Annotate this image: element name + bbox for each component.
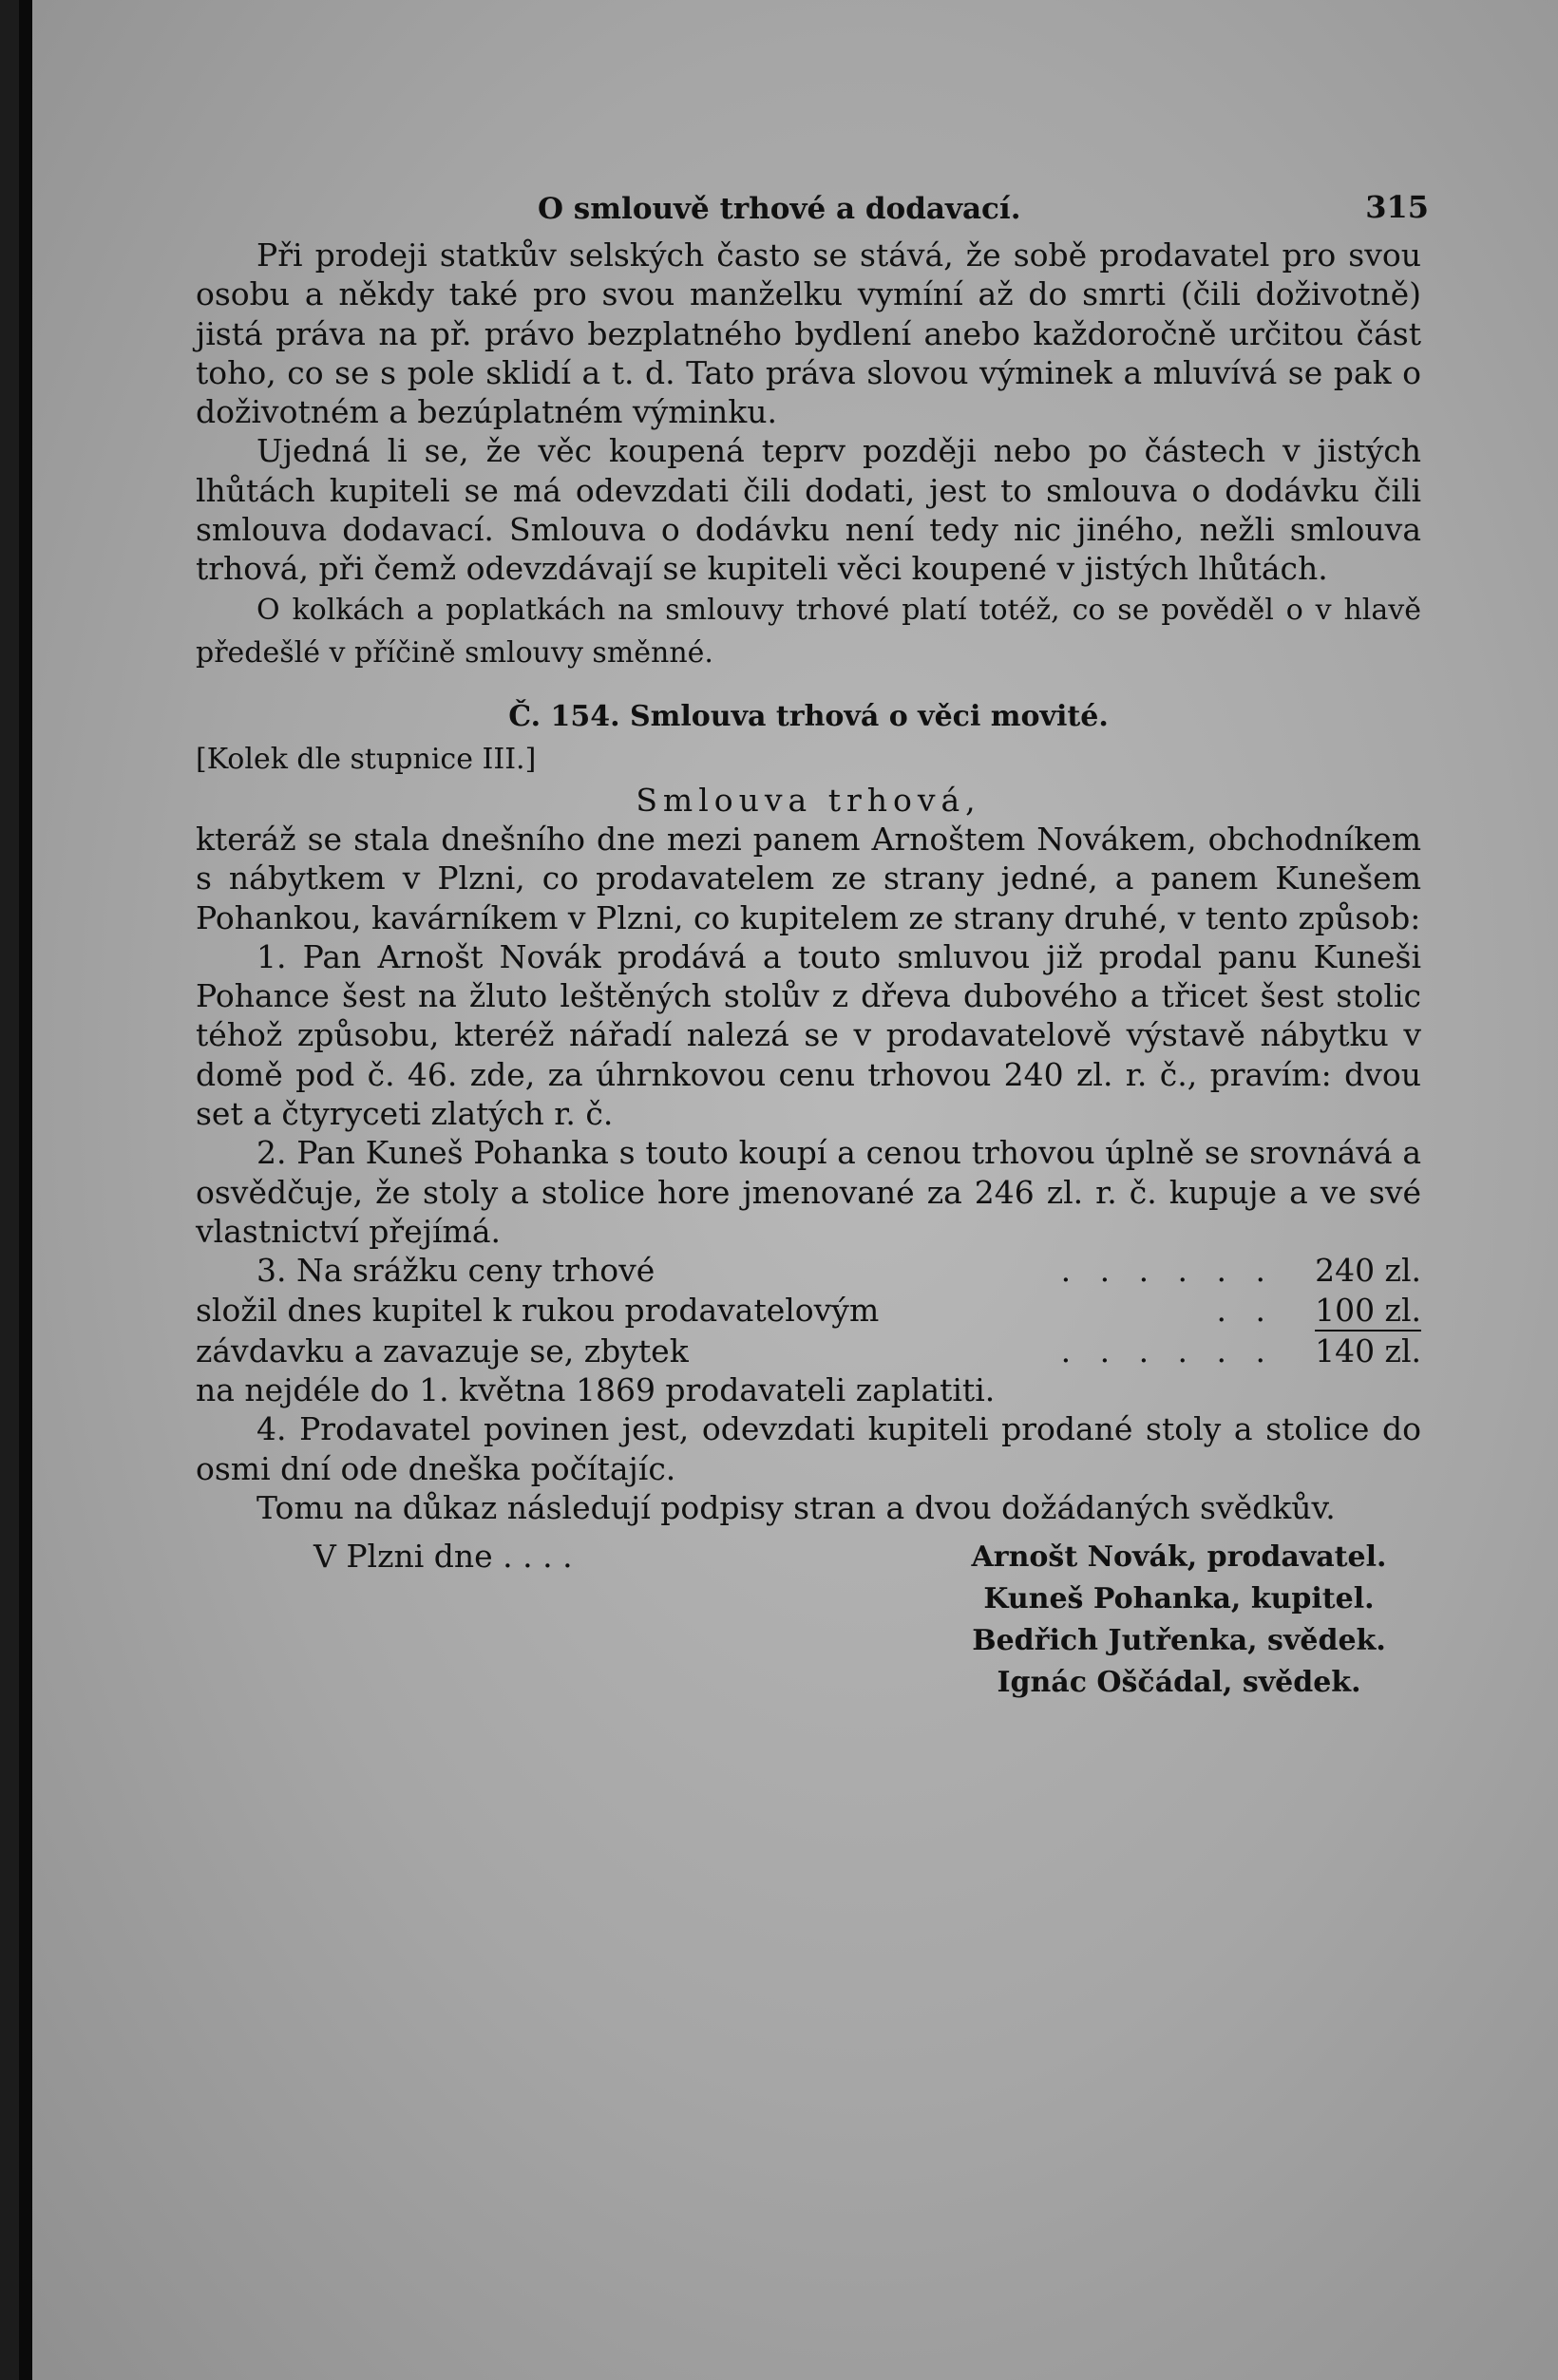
- paragraph-vyminek: Při prodeji statkův selských často se stává, že sobě prodavatel pro svou osobu a někdy také pro svou manželku vymíní až do smrti (čili doživotně) jistá práva na př. právo bezplatného bydlení anebo každoročně určitou část toho, co se s pole sklidí a t. d. Tato práva slovou výminek a mluvívá se pak o doživotném a bezúplatném výminku.: [196, 236, 1421, 431]
- signature-witness-1: Bedřich Jutřenka, svědek.: [972, 1624, 1386, 1658]
- amount-paid: 100 zl.: [1288, 1291, 1421, 1332]
- clause-1: 1. Pan Arnošt Novák prodává a touto smluvou již prodal panu Kuneši Pohance šest na žluto leštěných stolův z dřeva dubového a třicet šest stolic téhož způsobu, kteréž nářadí nalezá se v prodavatelově výstavě nábytku v domě pod č. 46. zde, za úhrnkovou cenu trhovou 240 zl. r. č., pravím: dvou set a čtyryceti zlatých r. č.: [196, 937, 1421, 1133]
- page-number: 315: [1365, 189, 1429, 225]
- signatures: [937, 1537, 1421, 1704]
- clause-4: 4. Prodavatel povinen jest, odevzdati kupiteli prodané stoly a stolice do osmi dní ode dneška počítajíc.: [196, 1410, 1421, 1487]
- clause-3-line-1: [196, 1251, 1421, 1290]
- place-date: V Plzni dne . . . .: [314, 1538, 573, 1576]
- binding-shadow: [19, 0, 32, 2380]
- page-text: [196, 169, 1429, 1704]
- clause-3-line-2: [196, 1291, 1421, 1332]
- paragraph-kolky: O kolkách a poplatkách na smlouvy trhové platí totéž, co se pověděl o v hlavě předešlé v příčině smlouvy směnné.: [196, 593, 1421, 670]
- running-header: [196, 169, 1429, 236]
- signature-witness-2: Ignác Oščádal, svědek.: [997, 1666, 1361, 1700]
- header-title: O smlouvě trhové a dodavací.: [538, 192, 1021, 226]
- clause-3-label-2: složil dnes kupitel k rukou prodavatelovým: [196, 1291, 880, 1329]
- signature-seller: Arnošt Novák, prodavatel.: [971, 1540, 1387, 1575]
- scanned-page: [19, 0, 1558, 2380]
- clause-3-line-3: [196, 1332, 1421, 1370]
- clause-2: 2. Pan Kuneš Pohanka s touto koupí a cenou trhovou úplně se srovnává a osvědčuje, že stoly a stolice hore jmenované za 246 zl. r. č. kupuje a ve své vlastnictví přejímá.: [196, 1134, 1421, 1250]
- dot-leader: . .: [1216, 1291, 1275, 1329]
- clause-3-label-3: závdavku a zavazuje se, zbytek: [196, 1332, 689, 1369]
- amount-remaining: 140 zl.: [1315, 1332, 1421, 1369]
- clause-3-label-1: 3. Na srážku ceny trhové: [256, 1252, 656, 1290]
- paragraph-dodavka: Ujedná li se, že věc koupená teprv později nebo po částech v jistých lhůtách kupiteli se má odevzdati čili dodati, jest to smlouva o dodávku čili smlouva dodavací. Smlouva o dodávku není tedy nic jiného, nežli smlouva trhová, při čemž odevzdávají se kupiteli věci koupené v jistých lhůtách.: [196, 432, 1421, 588]
- dot-leader: . . . . . .: [1060, 1332, 1275, 1369]
- stamp-note: [Kolek dle stupnice III.]: [196, 742, 537, 776]
- amount-total: 240 zl.: [1315, 1252, 1421, 1290]
- contract-intro: kteráž se stala dnešního dne mezi panem Arnoštem Novákem, obchodníkem s nábytkem v Plzni, co prodavatelem ze strany jedné, a panem Kunešem Pohankou, kavárníkem v Plzni, co kupitelem ze strany druhé, v tento způsob:: [196, 820, 1421, 936]
- closing-statement: Tomu na důkaz následují podpisy stran a dvou dožádaných svědkův.: [256, 1489, 1336, 1527]
- dot-leader: . . . . . .: [1060, 1252, 1275, 1290]
- signature-buyer: Kuneš Pohanka, kupitel.: [983, 1582, 1375, 1616]
- signature-block: [196, 1537, 1421, 1704]
- section-heading: Č. 154. Smlouva trhová o věci movité.: [508, 699, 1109, 733]
- contract-title: Smlouva trhová,: [636, 781, 981, 819]
- clause-3-line-4: na nejdéle do 1. května 1869 prodavateli zaplatiti.: [196, 1371, 996, 1409]
